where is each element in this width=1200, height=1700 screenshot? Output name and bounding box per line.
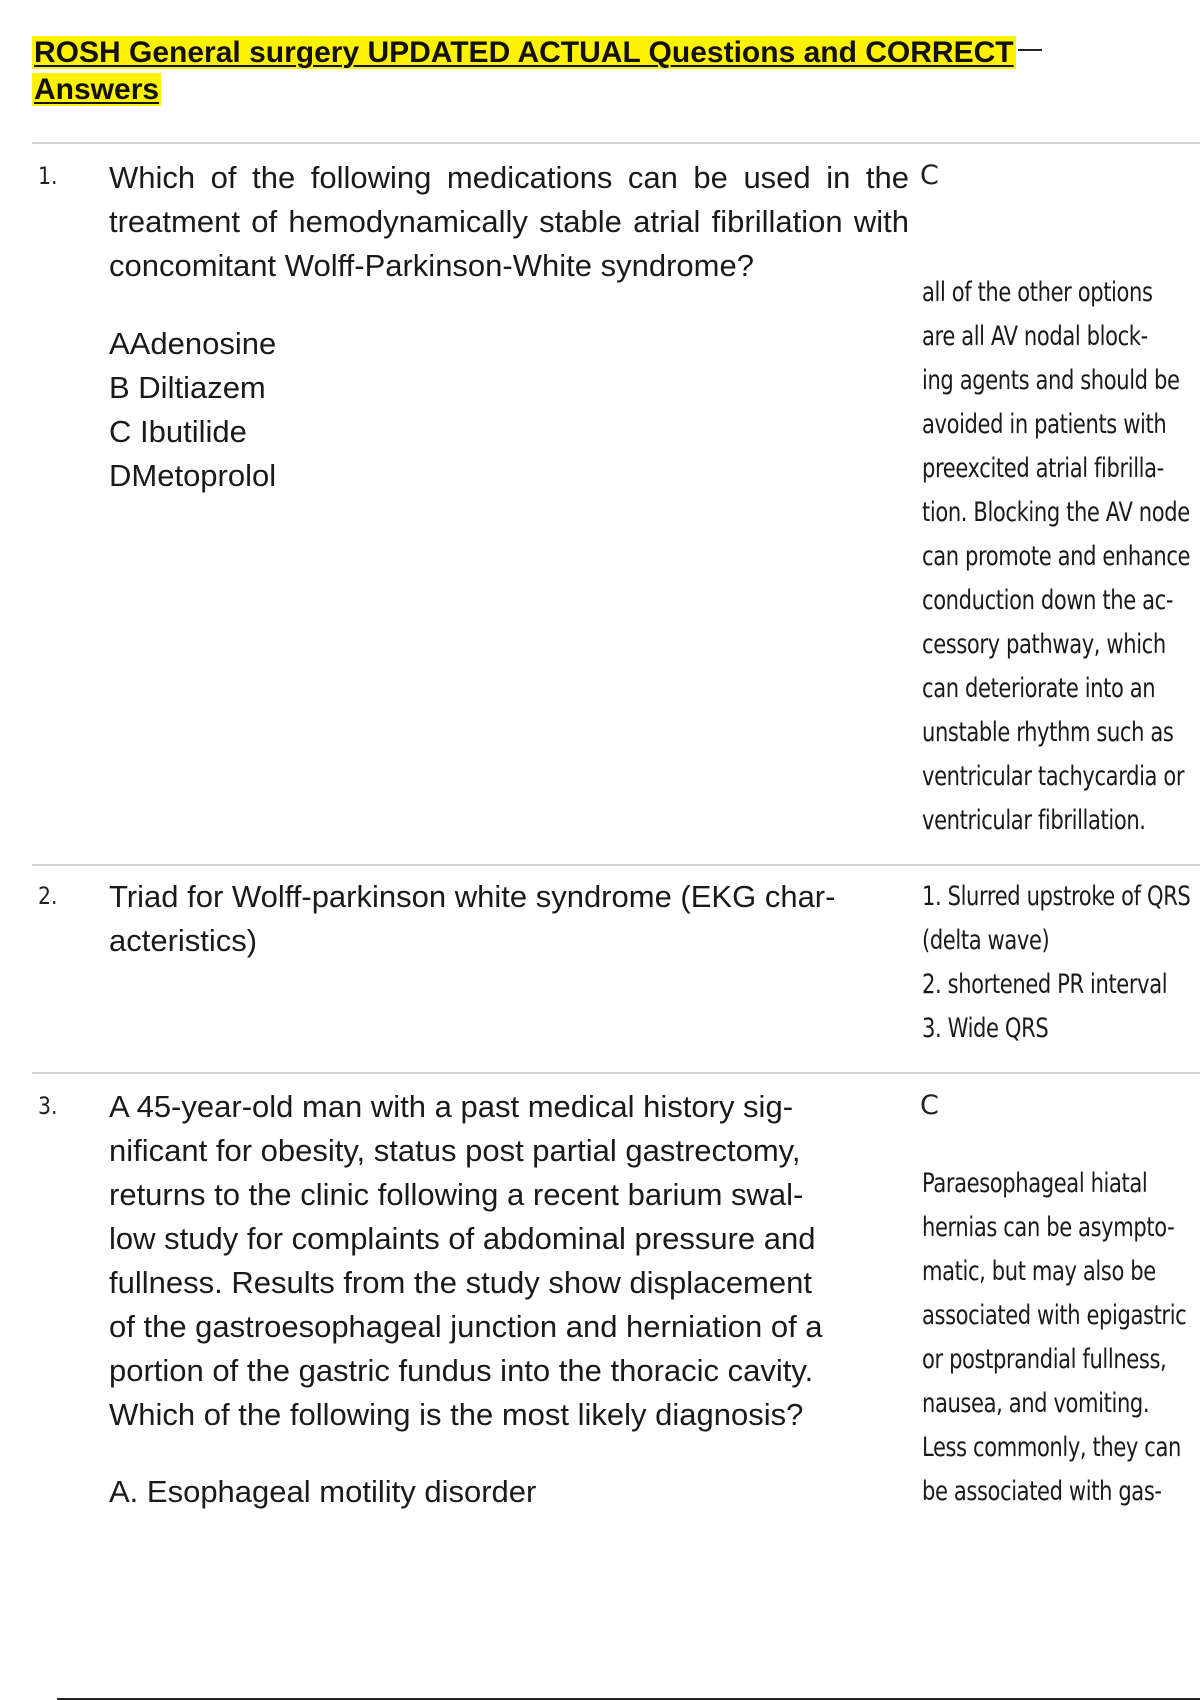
question-2-text-line: Triad for Wolff-parkinson white syndrome (EKG char- [109, 879, 836, 914]
q1-explanation-line: preexcited atrial fibrilla- [922, 453, 1164, 484]
question-3-text [109, 1085, 919, 1437]
title-dash [1018, 49, 1042, 51]
q1-explanation-line: ing agents and should be [922, 365, 1180, 396]
q1-explanation-line: can deteriorate into an [922, 673, 1156, 704]
q2-answer-line: 2. shortened PR interval [922, 969, 1168, 1000]
question-1-options [109, 322, 276, 498]
q1-explanation-line: all of the other options [922, 277, 1153, 308]
divider-top [32, 142, 1200, 144]
q3-explanation-line: Less commonly, they can [922, 1432, 1181, 1463]
q3-explanation-line: hernias can be asympto- [922, 1212, 1175, 1243]
question-3-text-line: fullness. Results from the study show displacement [109, 1265, 812, 1300]
question-2-text [109, 875, 919, 963]
question-1-number: 1. [38, 162, 58, 190]
question-3-text-line: returns to the clinic following a recent barium swal- [109, 1177, 804, 1212]
question-2-answer [922, 875, 1198, 1051]
question-1-explanation [922, 271, 1198, 843]
question-1-answer-letter: C [920, 160, 939, 191]
question-3-text-line: portion of the gastric fundus into the thoracic cavity. [109, 1353, 814, 1388]
question-2-text-line: acteristics) [109, 923, 258, 958]
divider-q1-q2 [32, 864, 1200, 866]
question-3-text-line: low study for complaints of abdominal pressure and [109, 1221, 816, 1256]
q3-explanation-line: associated with epigastric [922, 1300, 1187, 1331]
q1-explanation-line: avoided in patients with [922, 409, 1167, 440]
q3-explanation-line: or postprandial fullness, [922, 1344, 1167, 1375]
document-title [32, 34, 1132, 108]
title-line-2: Answers [34, 73, 160, 106]
question-3-explanation [922, 1162, 1198, 1514]
question-1-text: Which of the following medications can be used in the treatment of hemodynamically stable atrial fibrillation with concomitant Wolff-Parkinson-White syndrome? [109, 160, 909, 283]
q3-explanation-line: nausea, and vomiting. [922, 1388, 1150, 1419]
question-3-text-line: A 45-year-old man with a past medical history sig- [109, 1089, 794, 1124]
q1-explanation-line: can promote and enhance [922, 541, 1191, 572]
q2-answer-line: 1. Slurred upstroke of QRS [922, 881, 1191, 912]
title-line-1: ROSH General surgery UPDATED ACTUAL Questions and CORRECT [34, 36, 1014, 69]
question-3-number: 3. [38, 1092, 58, 1120]
q1-explanation-line: ventricular fibrillation. [922, 805, 1146, 836]
q2-answer-line: (delta wave) [922, 925, 1050, 956]
question-3-answer-letter: C [920, 1090, 939, 1121]
question-1-option-d: DMetoprolol [109, 458, 277, 493]
question-3-options [109, 1470, 536, 1514]
question-2-number: 2. [38, 882, 58, 910]
question-1-option-b: B Diltiazem [109, 370, 266, 405]
q1-explanation-line: cessory pathway, which [922, 629, 1166, 660]
q3-explanation-line: matic, but may also be [922, 1256, 1156, 1287]
q3-explanation-line: Paraesophageal hiatal [922, 1168, 1148, 1199]
q1-explanation-line: unstable rhythm such as [922, 717, 1174, 748]
question-3-option-a: A. Esophageal motility disorder [109, 1474, 537, 1509]
q2-answer-line: 3. Wide QRS [922, 1013, 1049, 1044]
q1-explanation-line: tion. Blocking the AV node [922, 497, 1190, 528]
question-3-text-line: Which of the following is the most likely diagnosis? [109, 1397, 804, 1432]
q1-explanation-line: conduction down the ac- [922, 585, 1174, 616]
q3-explanation-line: be associated with gas- [922, 1476, 1162, 1507]
q1-explanation-line: are all AV nodal block- [922, 321, 1148, 352]
q1-explanation-line: ventricular tachycardia or [922, 761, 1185, 792]
question-3-text-line: nificant for obesity, status post partial gastrectomy, [109, 1133, 801, 1168]
question-1-option-c: C Ibutilide [109, 414, 247, 449]
divider-q2-q3 [32, 1072, 1200, 1074]
question-1-option-a: AAdenosine [109, 326, 277, 361]
question-3-text-line: of the gastroesophageal junction and herniation of a [109, 1309, 823, 1344]
